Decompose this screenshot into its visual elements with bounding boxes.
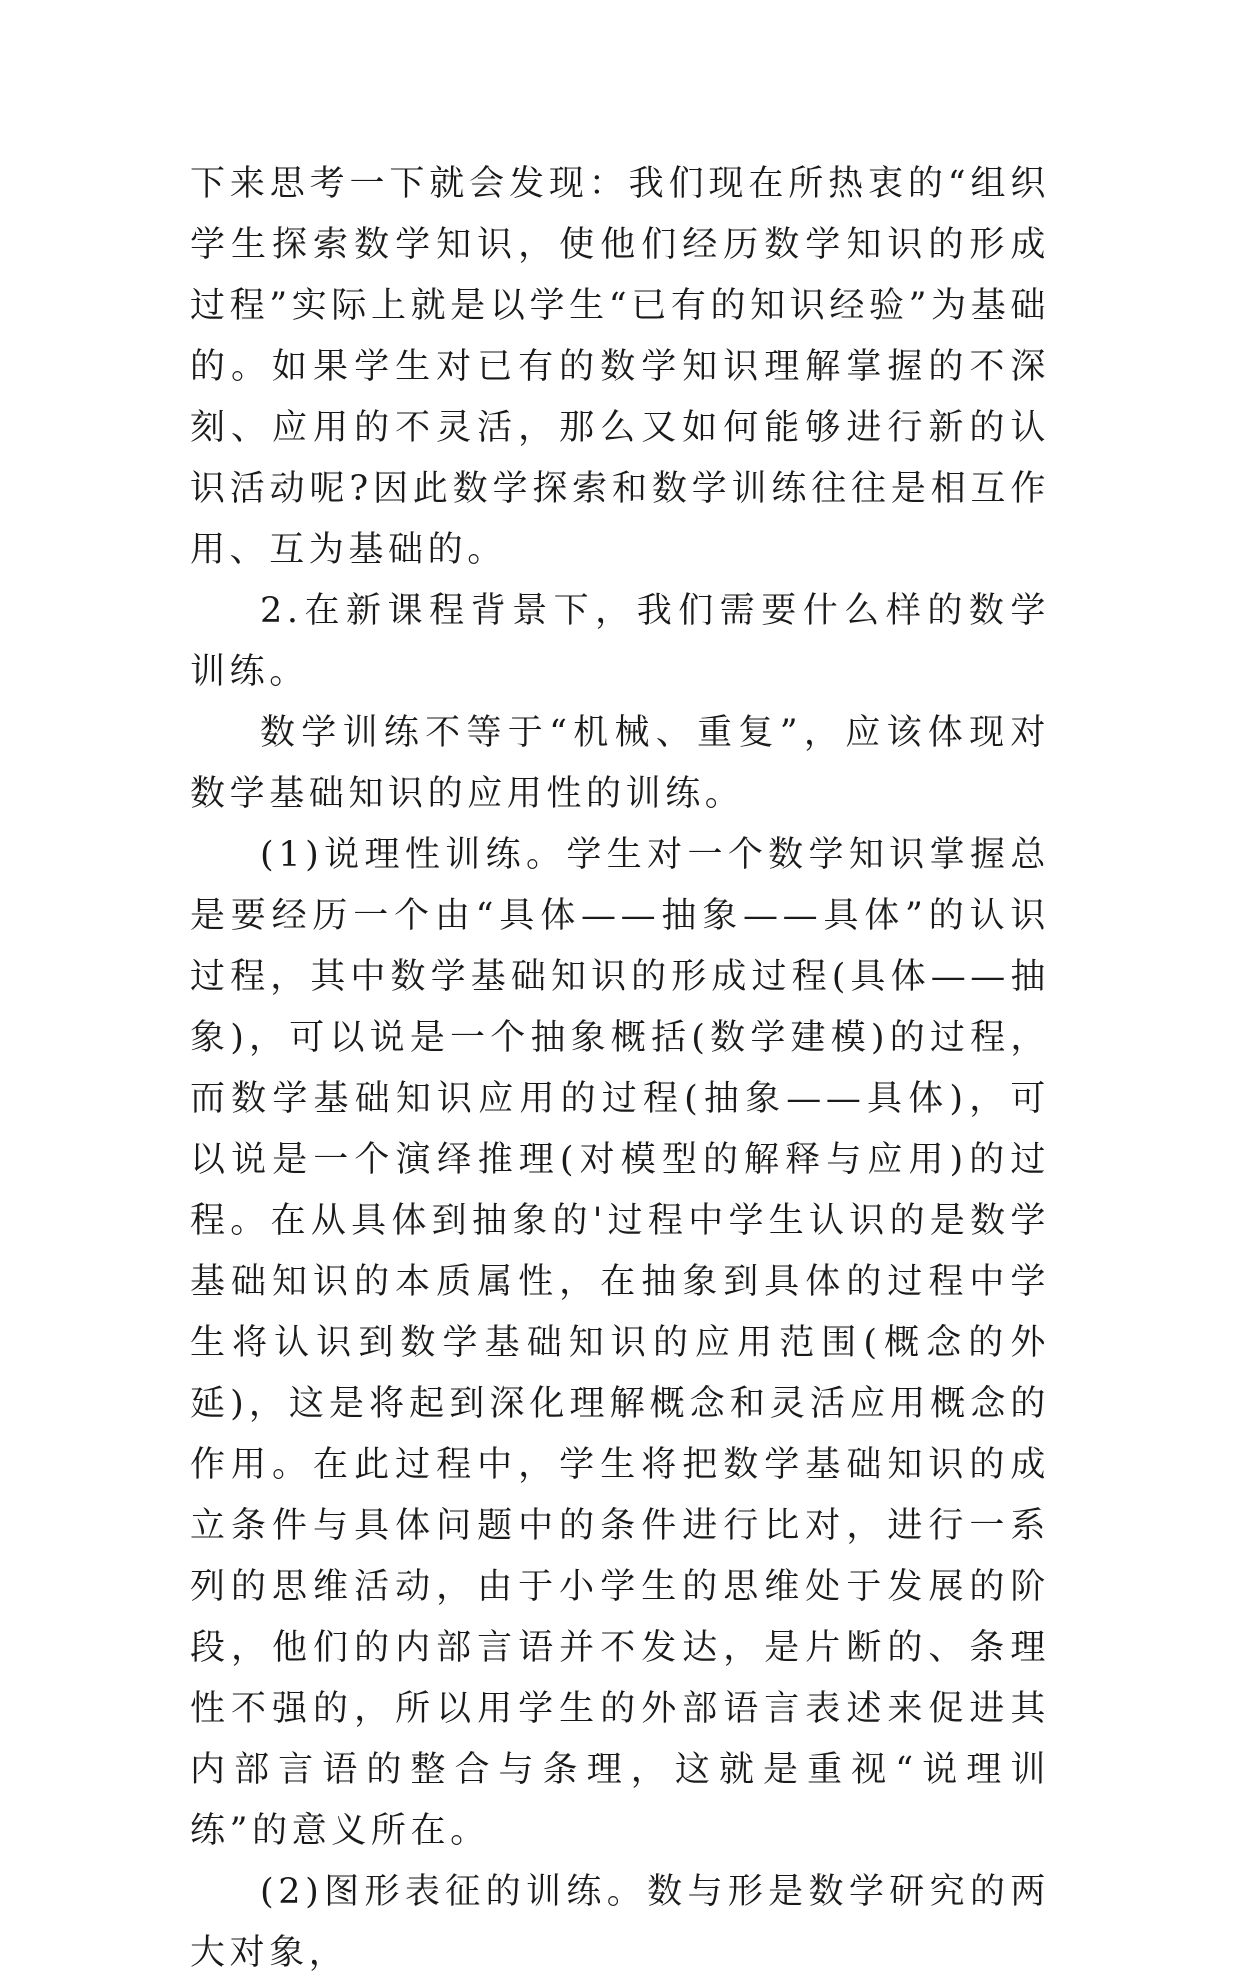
section-heading: 2.在新课程背景下，我们需要什么样的数学训练。 xyxy=(190,591,1050,692)
paragraph-intro: 数学训练不等于“机械、重复”，应该体现对数学基础知识的应用性的训练。 xyxy=(190,713,1050,814)
document-body xyxy=(190,154,1050,1984)
paragraph-continuation: 下来思考一下就会发现：我们现在所热衷的“组织学生探索数学知识，使他们经历数学知识的形成过程”实际上就是以学生“已有的知识经验”为基础的。如果学生对已有的数学知识理解掌握的不深刻、应用的不灵活，那么又如何能够进行新的认识活动呢?因此数学探索和数学训练往往是相互作用、互为基础的。 xyxy=(190,164,1050,570)
paragraph-graphic-training: (2)图形表征的训练。数与形是数学研究的两大对象， xyxy=(190,1872,1050,1973)
paragraph-reasoning-training: (1)说理性训练。学生对一个数学知识掌握总是要经历一个由“具体——抽象——具体”的认识过程，其中数学基础知识的形成过程(具体——抽象)，可以说是一个抽象概括(数学建模)的过程，而数学基础知识应用的过程(抽象——具体)，可以说是一个演绎推理(对模型的解释与应用)的过程。在从具体到抽象的'过程中学生认识的是数学基础知识的本质属性，在抽象到具体的过程中学生将认识到数学基础知识的应用范围(概念的外延)，这是将起到深化理解概念和灵活应用概念的作用。在此过程中，学生将把数学基础知识的成立条件与具体问题中的条件进行比对，进行一系列的思维活动，由于小学生的思维处于发展的阶段，他们的内部言语并不发达，是片断的、条理性不强的，所以用学生的外部语言表述来促进其内部言语的整合与条理，这就是重视“说理训练”的意义所在。 xyxy=(190,835,1050,1851)
